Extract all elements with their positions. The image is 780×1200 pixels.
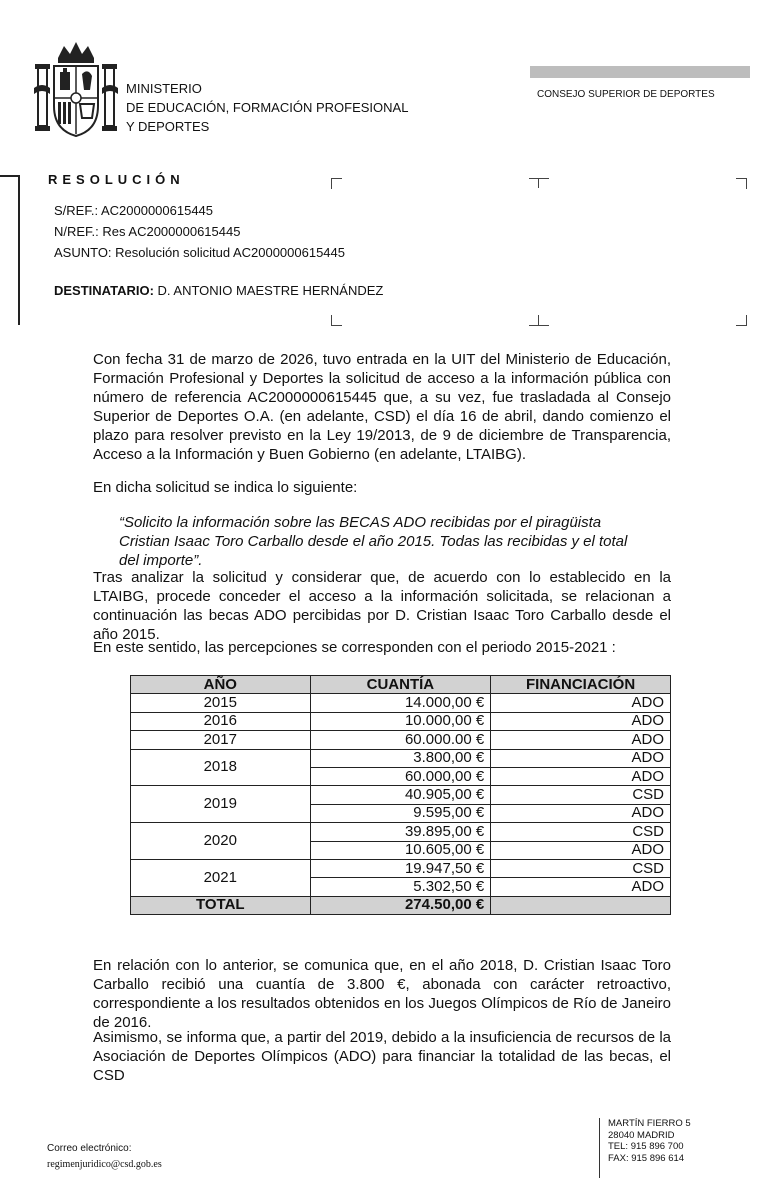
- subject: ASUNTO: Resolución solicitud AC2000000615445: [54, 245, 345, 260]
- amount-cell: 60.000.00 €: [310, 731, 491, 749]
- table-row: [131, 786, 671, 804]
- sender-reference: S/REF.: AC2000000615445: [54, 203, 214, 218]
- amount-cell: 39.895,00 €: [310, 823, 491, 841]
- scholarship-table: [130, 675, 671, 915]
- paragraph-funding: Asimismo, se informa que, a partir del 2019, debido a la insuficiencia de recursos de la Asociación de Deportes Olímpicos (ADO) para financiar la totalidad de las becas, el CSD: [93, 1029, 671, 1084]
- paragraph-intro: Con fecha 31 de marzo de 2026, tuvo entrada en la UIT del Ministerio de Educación, Formación Profesional y Deportes la solicitud de acceso a la información pública con número de referencia AC2000000615445 que, a su vez, fue trasladada al Consejo Superior de Deportes O.A. (en adelante, CSD) el día 16 de abril, dando comienzo el plazo para resolver previsto en la Ley 19/2013, de 9 de diciembre de Transparencia, Acceso a la Información y Buen Gobierno (en adelante, LTAIBG).: [93, 351, 671, 463]
- funding-cell: ADO: [491, 731, 671, 749]
- address-city: 28040 MADRID: [608, 1129, 675, 1141]
- crop-mark: [331, 178, 342, 189]
- amount-cell: 5.302,50 €: [310, 878, 491, 896]
- funding-cell: CSD: [491, 786, 671, 804]
- funding-cell: ADO: [491, 767, 671, 785]
- funding-cell: ADO: [491, 694, 671, 712]
- amount-cell: 10.000,00 €: [310, 712, 491, 730]
- table-row: [131, 731, 671, 749]
- paragraph-resolution: Tras analizar la solicitud y considerar que, de acuerdo con lo establecido en la LTAIBG, procede conceder el acceso a la información solicitada, se relacionan a continuación las becas ADO percibidas por D. Cristian Isaac Toro Carballo desde el año 2015.: [93, 569, 671, 643]
- year-cell: 2016: [131, 712, 311, 730]
- spain-coat-of-arms-icon: [34, 40, 118, 144]
- ministry-name: [126, 79, 408, 136]
- recipient-label: DESTINATARIO:: [54, 283, 154, 298]
- paragraph-period: En este sentido, las percepciones se corresponden con el periodo 2015-2021 :: [93, 639, 616, 656]
- request-quote: “Solicito la información sobre las BECAS ADO recibidas por el piragüista Cristian Isaac Toro Carballo desde el año 2015. Todas las recibidas y el total del importe”.: [119, 514, 628, 569]
- amount-cell: 3.800,00 €: [310, 749, 491, 767]
- recipient-name: D. ANTONIO MAESTRE HERNÁNDEZ: [153, 283, 384, 298]
- column-header-amount: CUANTÍA: [310, 676, 491, 694]
- year-cell: 2015: [131, 694, 311, 712]
- crop-mark: [736, 178, 747, 189]
- email-label: Correo electrónico:: [47, 1143, 132, 1154]
- table-row: [131, 694, 671, 712]
- table-header-row: [131, 676, 671, 694]
- amount-cell: 9.595,00 €: [310, 804, 491, 822]
- funding-cell: CSD: [491, 859, 671, 877]
- table-row: [131, 859, 671, 877]
- resolution-title: RESOLUCIÓN: [48, 172, 185, 187]
- phone-number: TEL: 915 896 700: [608, 1141, 684, 1152]
- resolution-bracket: [0, 175, 20, 325]
- funding-cell: ADO: [491, 749, 671, 767]
- funding-cell: CSD: [491, 823, 671, 841]
- column-header-funding: FINANCIACIÓN: [491, 676, 671, 694]
- amount-cell: 19.947,50 €: [310, 859, 491, 877]
- amount-cell: 14.000,00 €: [310, 694, 491, 712]
- year-cell: 2018: [131, 749, 311, 786]
- table-total-row: [131, 896, 671, 914]
- crop-mark: [538, 315, 540, 325]
- ministry-line-1: MINISTERIO: [126, 81, 202, 96]
- crop-mark: [736, 315, 747, 326]
- paragraph-retroactive: En relación con lo anterior, se comunica que, en el año 2018, D. Cristian Isaac Toro Carballo recibió una cuantía de 3.800 €, abonada con carácter retroactivo, correspondiente a los resultados obtenidos en los Juegos Olímpicos de Río de Janeiro de 2016.: [93, 957, 671, 1031]
- table-row: [131, 823, 671, 841]
- header-gray-bar: [530, 66, 750, 78]
- amount-cell: 40.905,00 €: [310, 786, 491, 804]
- our-reference: N/REF.: Res AC2000000615445: [54, 224, 241, 239]
- ministry-line-3: Y DEPORTES: [126, 119, 210, 134]
- column-header-year: AÑO: [131, 676, 311, 694]
- recipient: [54, 283, 383, 298]
- total-funding: [491, 896, 671, 914]
- crop-mark: [331, 315, 342, 326]
- funding-cell: ADO: [491, 712, 671, 730]
- email-address: regimenjuridico@csd.gob.es: [47, 1159, 162, 1170]
- amount-cell: 10.605,00 €: [310, 841, 491, 859]
- funding-cell: ADO: [491, 841, 671, 859]
- ministry-line-2: DE EDUCACIÓN, FORMACIÓN PROFESIONAL: [126, 100, 409, 115]
- crop-mark: [538, 178, 540, 188]
- fax-number: FAX: 915 896 614: [608, 1152, 685, 1164]
- amount-cell: 60.000,00 €: [310, 767, 491, 785]
- year-cell: 2021: [131, 859, 311, 896]
- address-street: MARTÍN FIERRO 5: [608, 1118, 691, 1129]
- year-cell: 2020: [131, 823, 311, 860]
- paragraph-request-intro: En dicha solicitud se indica lo siguiente:: [93, 479, 358, 496]
- table-row: [131, 749, 671, 767]
- funding-cell: ADO: [491, 878, 671, 896]
- total-label: TOTAL: [131, 896, 311, 914]
- funding-cell: ADO: [491, 804, 671, 822]
- year-cell: 2019: [131, 786, 311, 823]
- total-amount: 274.50,00 €: [310, 896, 491, 914]
- postal-address: [599, 1118, 691, 1178]
- year-cell: 2017: [131, 731, 311, 749]
- table-row: [131, 712, 671, 730]
- agency-name: CONSEJO SUPERIOR DE DEPORTES: [537, 89, 715, 100]
